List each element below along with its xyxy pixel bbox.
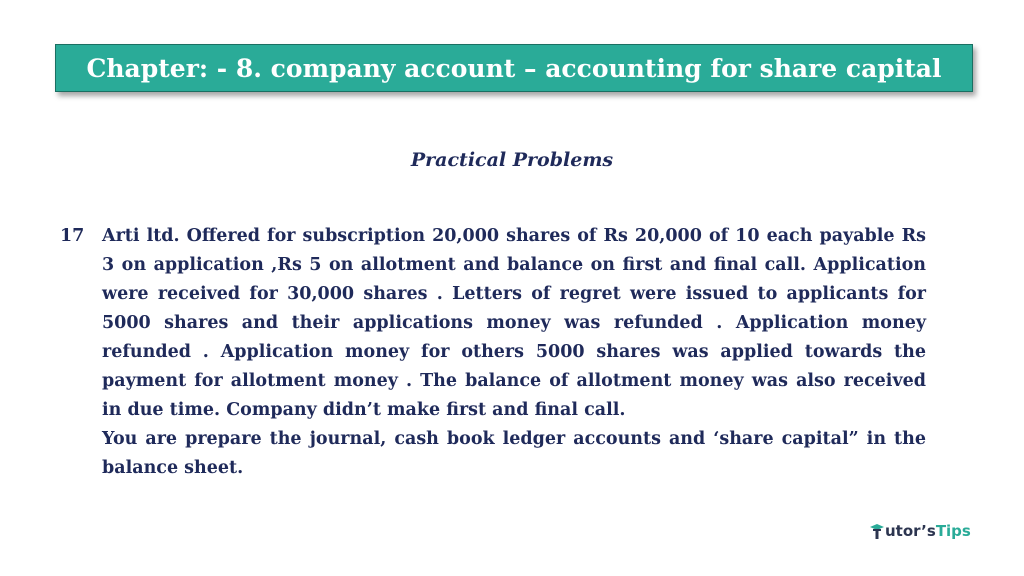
problem-text <box>102 222 926 483</box>
problem-block <box>60 222 926 483</box>
problem-instruction: You are prepare the journal, cash book ledger accounts and ‘share capital” in the balance sheet. <box>102 429 926 478</box>
brand-name: utor’s <box>885 522 936 540</box>
graduation-cap-icon <box>870 523 884 539</box>
problem-number: 17 <box>60 226 85 246</box>
problem-paragraph: Arti ltd. Offered for subscription 20,000 shares of Rs 20,000 of 10 each payable Rs 3 on application ,Rs 5 on allotment and balance on first and final call. Application were received for 30,000 shares . Letters of regret were issued to applicants for 5000 shares and their applications money was refunded . Application money refunded . Application money for others 5000 shares was applied towards the payment for allotment money . The balance of allotment money was also received in due time. Company didn’t make first and final call. <box>102 226 926 420</box>
tutors-tips-logo <box>870 522 971 540</box>
section-heading: Practical Problems <box>410 149 614 171</box>
brand-name-accent: Tips <box>935 522 971 540</box>
chapter-title: Chapter: - 8. company account – accounting for share capital <box>86 53 942 83</box>
chapter-banner <box>55 44 973 92</box>
